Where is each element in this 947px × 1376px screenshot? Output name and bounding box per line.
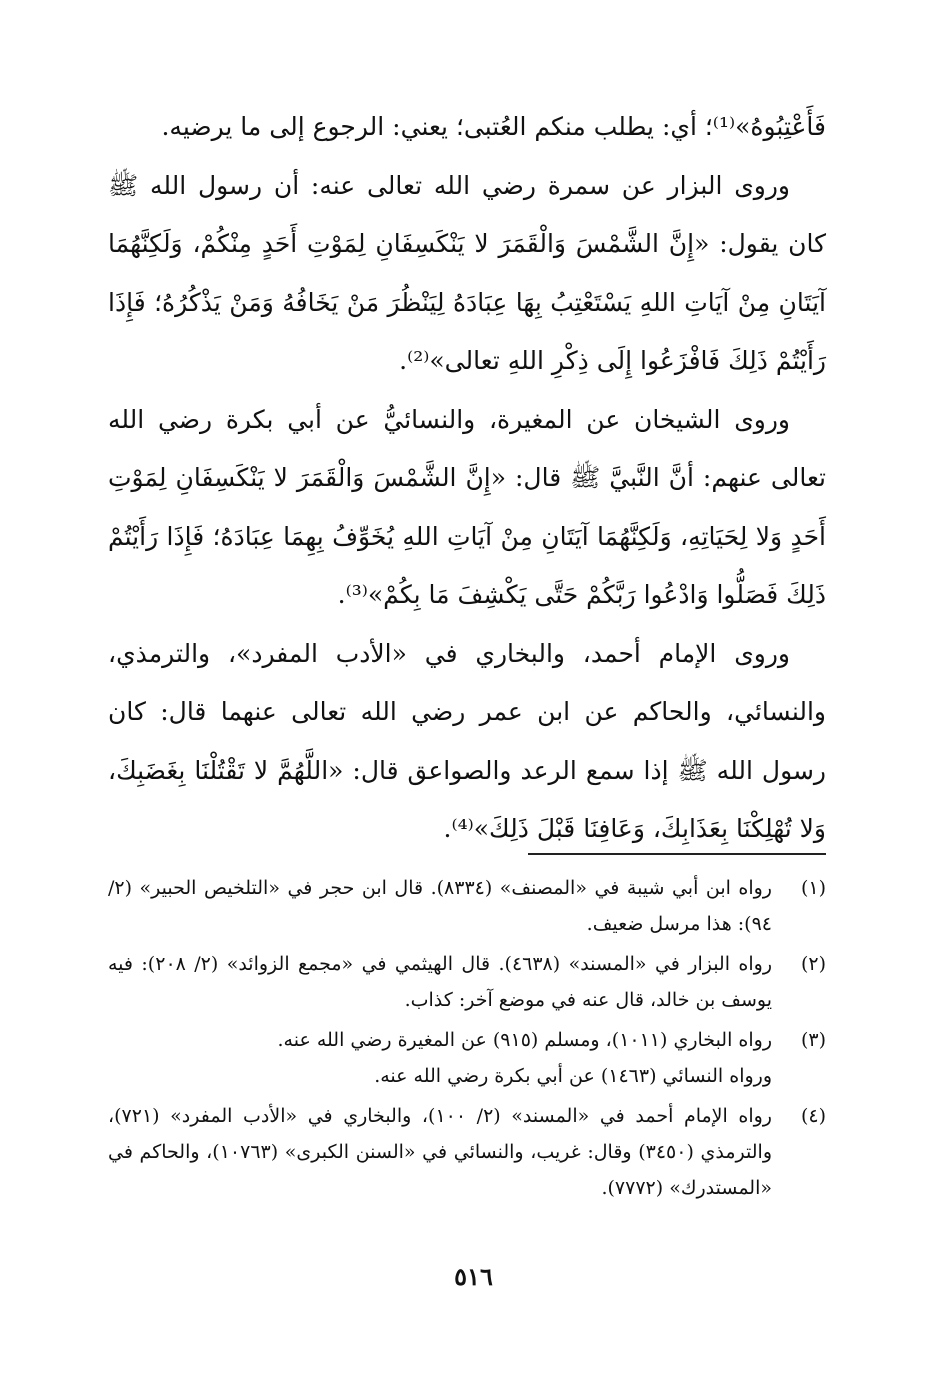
footnote-3	[108, 1022, 826, 1094]
footnote-2	[108, 946, 826, 1018]
footnote-line: رواه البخاري (١٠١١)، ومسلم (٩١٥) عن المغيرة رضي الله عنه.	[277, 1029, 772, 1051]
footnotes-section	[108, 870, 826, 1210]
footnote-number: (٣)	[800, 1029, 826, 1051]
footnote-line: رواه الإمام أحمد في «المسند» (٢/ ١٠٠)، والبخاري في «الأدب المفرد» (٧٢١)، والترمذي (٣٤٥٠) وقال: غريب، والنسائي في «السنن الكبرى» (١٠٧٦٣)، والحاكم في «المستدرك» (٧٧٧٢).	[108, 1105, 772, 1199]
paragraph-shaykhan-narration: وروى الشيخان عن المغيرة، والنسائيُّ عن أبي بكرة رضي الله تعالى عنهم: أنَّ النَّبيَّ ﷺ قال: «إِنَّ الشَّمْسَ وَالْقَمَرَ لا يَنْكَسِفَانِ لِمَوْتِ أَحَدٍ وَلا لِحَيَاتِهِ، وَلَكِنَّهُمَا آيَتَانِ مِنْ آيَاتِ اللهِ يُخَوِّفُ بِهِمَا عِبَادَهُ؛ فَإِذَا رَأَيْتُمْ ذَلِكَ فَصَلُّوا وَادْعُوا رَبَّكُمْ حَتَّى يَكْشِفَ مَا بِكُمْ»⁽³⁾.	[108, 404, 826, 609]
footnote-text	[108, 946, 772, 1018]
footnote-number: (١)	[800, 877, 826, 899]
footnote-number: (٤)	[800, 1105, 826, 1127]
paragraph-ahmad-narration: وروى الإمام أحمد، والبخاري في «الأدب المفرد»، والترمذي، والنسائي، والحاكم عن ابن عمر رضي الله تعالى عنهما قال: كان رسول الله ﷺ إذا سمع الرعد والصواعق قال: «اللَّهُمَّ لا تَقْتُلْنَا بِغَضَبِكَ، وَلا تُهْلِكْنَا بِعَذَابِكَ، وَعَافِنَا قَبْلَ ذَلِكَ»⁽⁴⁾.	[108, 638, 826, 843]
footnote-number: (٢)	[800, 953, 826, 975]
paragraph-continuation: فَأَعْتِبُوهُ»⁽¹⁾؛ أي: يطلب منكم العُتبى؛ يعني: الرجوع إلى ما يرضيه.	[161, 112, 826, 141]
footnote-4	[108, 1098, 826, 1206]
footnote-line: رواه ابن أبي شيبة في «المصنف» (٨٣٣٤). قال ابن حجر في «التلخيص الحبير» (٢/ ٩٤): هذا مرسل ضعيف.	[108, 877, 772, 935]
footnote-separator	[528, 853, 826, 855]
footnote-line: ورواه النسائي (١٤٦٣) عن أبي بكرة رضي الله عنه.	[374, 1065, 772, 1087]
paragraph-bazzar-narration: وروى البزار عن سمرة رضي الله تعالى عنه: أن رسول الله ﷺ كان يقول: «إِنَّ الشَّمْسَ وَالْقَمَرَ لا يَنْكَسِفَانِ لِمَوْتِ أَحَدٍ مِنْكُمْ، وَلَكِنَّهُمَا آيَتَانِ مِنْ آيَاتِ اللهِ يَسْتَعْتِبُ بِهَا عِبَادَهُ لِيَنْظُرَ مَنْ يَخَافُهُ وَمَنْ يَذْكُرُهُ؛ فَإِذَا رَأَيْتُمْ ذَلِكَ فَافْزَعُوا إِلَى ذِكْرِ اللهِ تعالى»⁽²⁾.	[108, 170, 826, 375]
footnote-text	[108, 1098, 772, 1206]
footnote-text	[108, 1022, 772, 1094]
main-text-block	[108, 98, 826, 859]
footnote-1	[108, 870, 826, 942]
footnote-text	[108, 870, 772, 942]
footnote-line: رواه البزار في «المسند» (٤٦٣٨). قال الهيثمي في «مجمع الزوائد» (٢/ ٢٠٨): فيه يوسف بن خالد، قال عنه في موضع آخر: كذاب.	[108, 953, 772, 1011]
page-number: ٥١٦	[454, 1262, 493, 1291]
